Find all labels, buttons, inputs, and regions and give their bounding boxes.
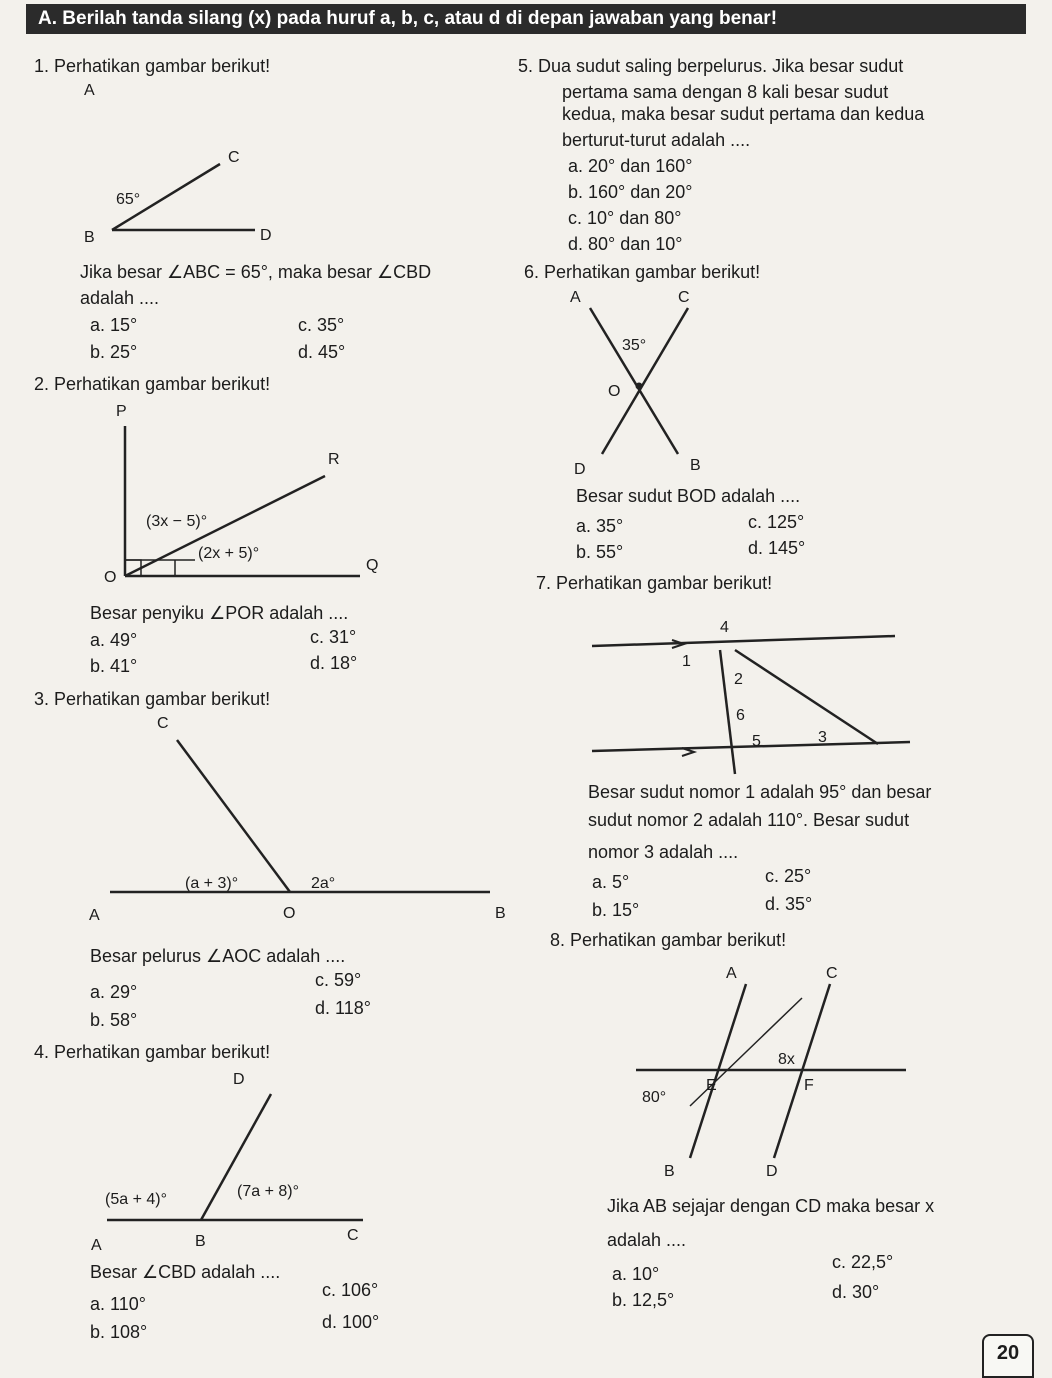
q7-label-4: 4 [720,619,729,636]
q1-option-c[interactable]: c. 35° [298,315,345,335]
q6-label-B: B [690,457,701,474]
q1-label-D: D [260,227,272,244]
q3-label-expr2: 2a° [311,875,336,892]
q5-option-c[interactable]: c. 10° dan 80° [568,208,682,228]
q5-line1: 5. Dua sudut saling berpelurus. Jika besar sudut [518,56,904,76]
q4-option-d[interactable]: d. 100° [322,1312,380,1332]
q1-stem-line1: Jika besar ∠ABC = 65°, maka besar ∠CBD [80,262,432,282]
q1-label-C: C [228,149,240,166]
q8-intro: 8. Perhatikan gambar berikut! [550,930,787,950]
q3-label-B: B [495,905,506,922]
q2-label-Q: Q [366,557,379,574]
q1-stem-line2: adalah .... [80,288,160,308]
q3-option-d[interactable]: d. 118° [315,998,371,1018]
q6-option-b[interactable]: b. 55° [576,542,624,562]
q5-line4: berturut-turut adalah .... [562,130,751,150]
q1-option-b[interactable]: b. 25° [90,342,138,362]
q7-option-b[interactable]: b. 15° [592,900,640,920]
q7-label-3: 3 [818,729,827,746]
q1-intro: 1. Perhatikan gambar berikut! [34,56,271,76]
q4-label-D: D [233,1071,245,1088]
q4-label-C: C [347,1227,359,1244]
q8-option-a[interactable]: a. 10° [612,1264,660,1284]
q5-line3: kedua, maka besar sudut pertama dan kedua [562,104,925,124]
q1-option-d[interactable]: d. 45° [298,342,346,362]
q5-option-d[interactable]: d. 80° dan 10° [568,234,683,254]
q6-option-d[interactable]: d. 145° [748,538,806,558]
q2-option-b[interactable]: b. 41° [90,656,138,676]
q7-label-1: 1 [682,653,691,670]
q8-option-c[interactable]: c. 22,5° [832,1252,894,1272]
q6-label-C: C [678,289,690,306]
q3-label-C: C [157,715,169,732]
q7-label-6: 6 [736,707,745,724]
q1-label-angle: 65° [116,191,141,208]
q7-label-2: 2 [734,671,743,688]
q6-stem: Besar sudut BOD adalah .... [576,486,801,506]
q3-intro: 3. Perhatikan gambar berikut! [34,689,271,709]
q3-option-c[interactable]: c. 59° [315,970,362,990]
q7-option-c[interactable]: c. 25° [765,866,812,886]
q1-label-B: B [84,229,95,246]
q4-label-A: A [91,1237,102,1254]
q7-option-a[interactable]: a. 5° [592,872,630,892]
q2-intro: 2. Perhatikan gambar berikut! [34,374,271,394]
q4-figure [85,1064,385,1264]
q5-option-b[interactable]: b. 160° dan 20° [568,182,693,202]
q6-option-c[interactable]: c. 125° [748,512,805,532]
q6-label-O: O [608,383,621,400]
q8-label-80: 80° [642,1089,667,1106]
q2-label-O: O [104,569,117,586]
section-instruction: A. Berilah tanda silang (x) pada huruf a, b, c, atau d di depan jawaban yang benar! [26,4,1026,34]
q8-label-E: E [706,1077,717,1094]
q4-stem: Besar ∠CBD adalah .... [90,1262,281,1282]
q2-figure [90,398,390,588]
q7-line3: nomor 3 adalah .... [588,842,739,862]
q8-line2: adalah .... [607,1230,687,1250]
q4-label-B: B [195,1233,206,1250]
q8-option-d[interactable]: d. 30° [832,1282,880,1302]
q8-label-F: F [804,1077,814,1094]
q6-option-a[interactable]: a. 35° [576,516,624,536]
q3-stem: Besar pelurus ∠AOC adalah .... [90,946,346,966]
q7-line1: Besar sudut nomor 1 adalah 95° dan besar [588,782,932,802]
q6-label-angle: 35° [622,337,647,354]
q8-label-A: A [726,965,737,982]
q4-option-b[interactable]: b. 108° [90,1322,148,1342]
q4-option-a[interactable]: a. 110° [90,1294,146,1314]
q8-label-B: B [664,1163,675,1180]
q1-option-a[interactable]: a. 15° [90,315,138,335]
q3-option-b[interactable]: b. 58° [90,1010,138,1030]
q3-figure [85,710,515,930]
q7-figure [580,606,920,776]
q1-figure [70,78,300,248]
q7-line2: sudut nomor 2 adalah 110°. Besar sudut [588,810,910,830]
q6-intro: 6. Perhatikan gambar berikut! [524,262,761,282]
q6-label-A: A [570,289,581,306]
q7-option-d[interactable]: d. 35° [765,894,813,914]
q4-label-expr1: (5a + 4)° [105,1191,167,1208]
q8-line1: Jika AB sejajar dengan CD maka besar x [607,1196,935,1216]
q4-intro: 4. Perhatikan gambar berikut! [34,1042,271,1062]
q3-label-O: O [283,905,296,922]
q3-option-a[interactable]: a. 29° [90,982,138,1002]
q8-label-C: C [826,965,838,982]
q5-option-a[interactable]: a. 20° dan 160° [568,156,693,176]
q2-label-P: P [116,403,127,420]
q2-stem: Besar penyiku ∠POR adalah .... [90,603,349,623]
q6-label-D: D [574,461,586,478]
q8-option-b[interactable]: b. 12,5° [612,1290,675,1310]
q4-option-c[interactable]: c. 106° [322,1280,379,1300]
q8-label-D: D [766,1163,778,1180]
q5-line2: pertama sama dengan 8 kali besar sudut [562,82,889,102]
q2-option-a[interactable]: a. 49° [90,630,138,650]
q2-label-expr2: (2x + 5)° [198,545,260,562]
q1-label-A: A [84,82,95,99]
q2-option-c[interactable]: c. 31° [310,627,357,647]
q2-label-expr1: (3x − 5)° [146,513,208,530]
q6-figure [560,284,720,484]
q2-option-d[interactable]: d. 18° [310,653,358,673]
q8-label-8x: 8x [778,1051,795,1068]
q7-label-5: 5 [752,733,761,750]
page-number: 20 [982,1334,1034,1378]
q3-label-expr1: (a + 3)° [185,875,239,892]
q4-label-expr2: (7a + 8)° [237,1183,299,1200]
q3-label-A: A [89,907,100,924]
q7-intro: 7. Perhatikan gambar berikut! [536,573,773,593]
q8-figure [628,958,908,1188]
q2-label-R: R [328,451,340,468]
